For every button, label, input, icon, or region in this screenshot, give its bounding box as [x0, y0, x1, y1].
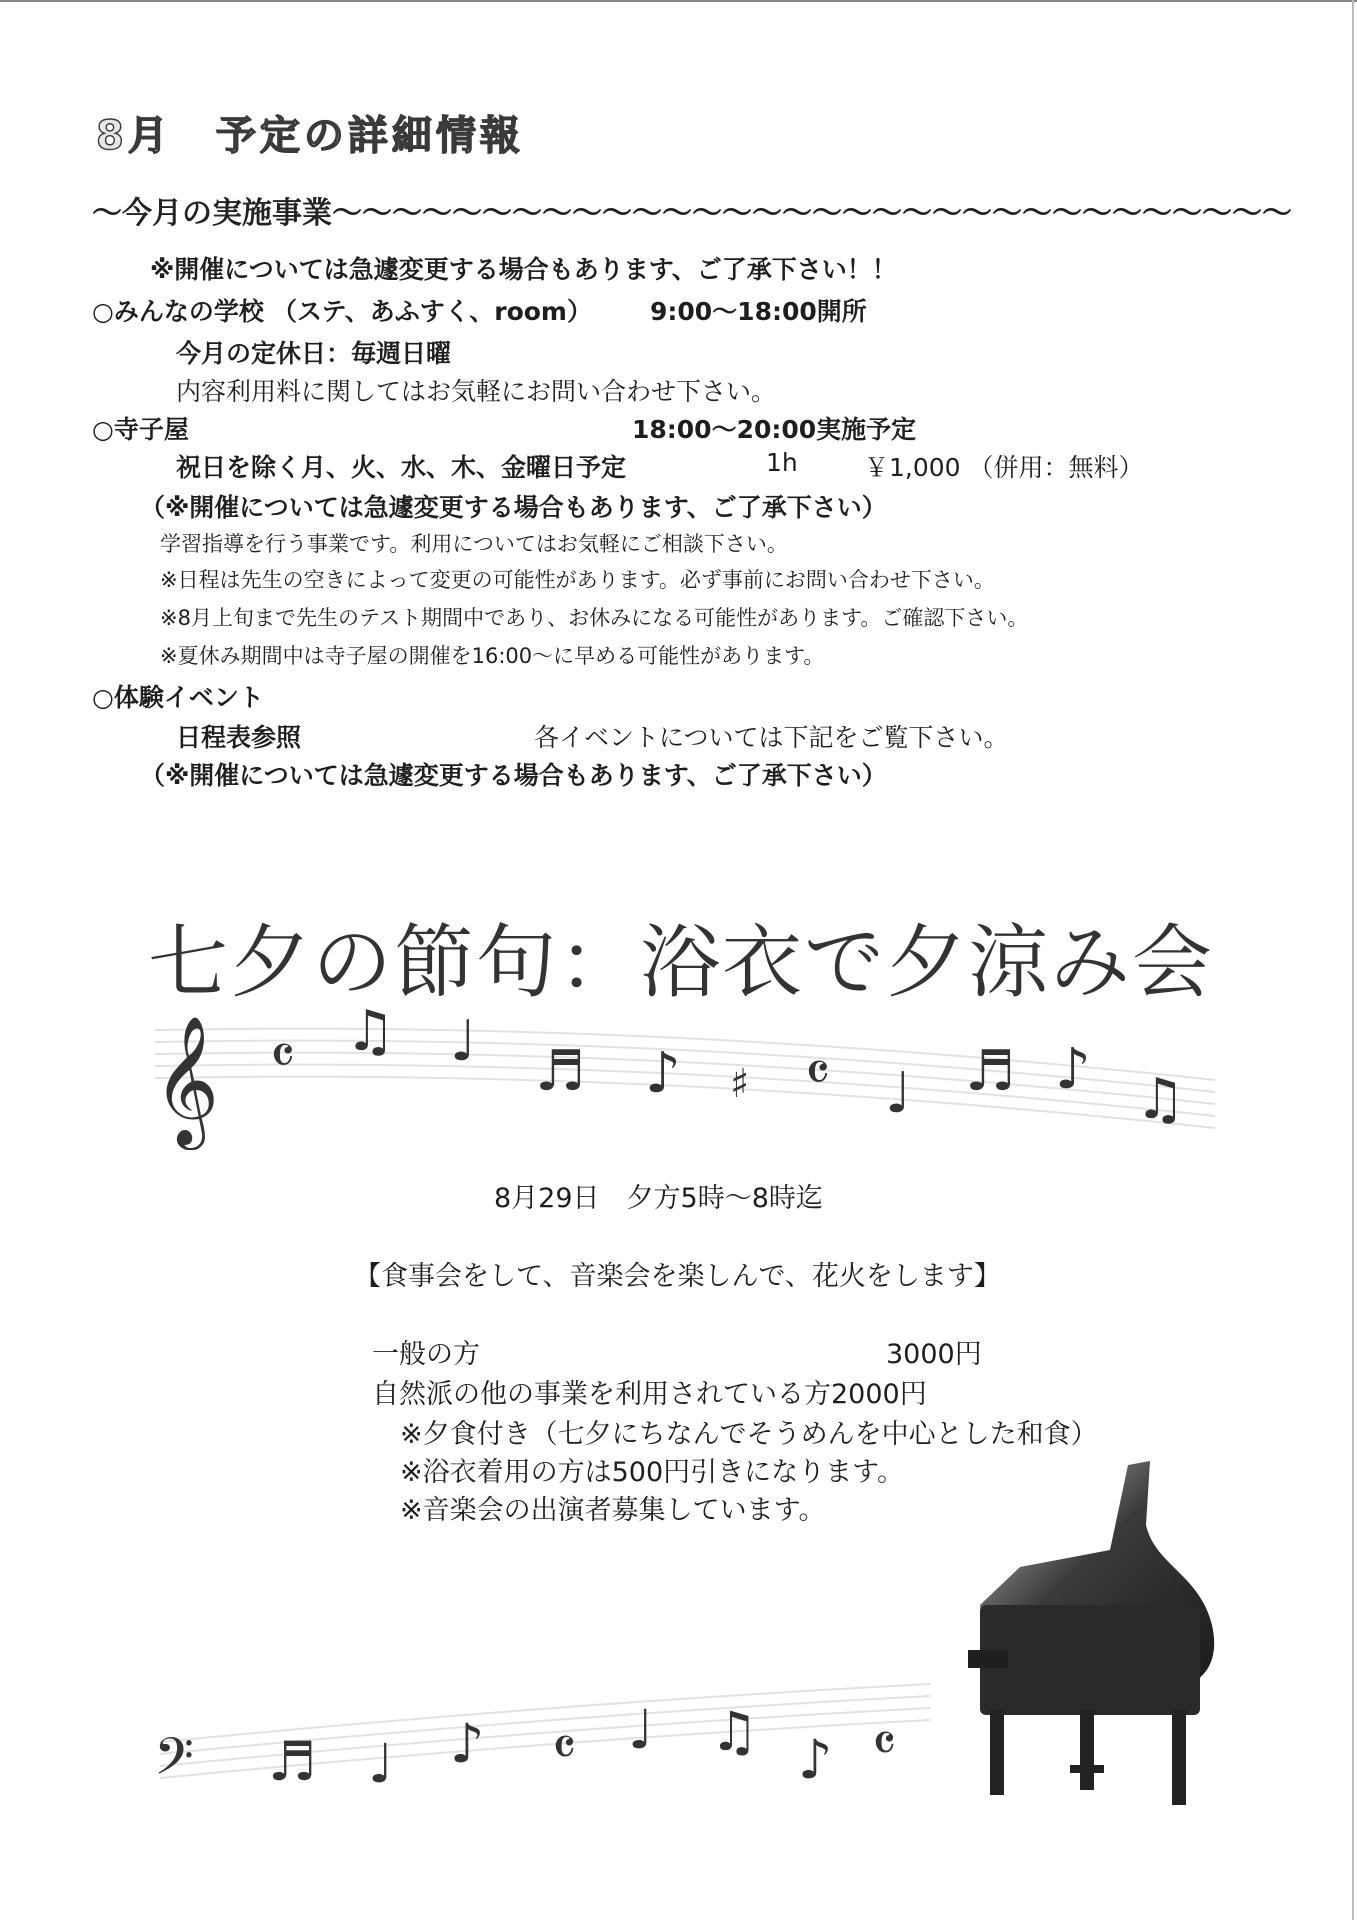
svg-text:𝄴: 𝄴 — [805, 1041, 831, 1106]
event-summary: 【食事会をして、音楽会を楽しんで、花火をします】 — [354, 1261, 1001, 1292]
svg-text:♩: ♩ — [885, 1061, 912, 1126]
svg-text:𝄴: 𝄴 — [270, 1024, 296, 1089]
svg-text:♯: ♯ — [730, 1061, 750, 1107]
svg-text:𝄴: 𝄴 — [552, 1716, 577, 1779]
svg-text:♫: ♫ — [1135, 1067, 1186, 1132]
music-staff-treble-icon — [95, 1000, 1230, 1150]
school-heading: ○みんなの学校 — [92, 297, 264, 326]
terakoya-heading: ○寺子屋 — [92, 415, 189, 444]
terakoya-note-4: ※夏休み期間中は寺子屋の開催を16:00～に早める可能性があります。 — [160, 644, 825, 668]
school-places: （ステ、あふすく、room） — [272, 297, 592, 326]
svg-text:♫: ♫ — [345, 1000, 396, 1064]
svg-text:♪: ♪ — [450, 1712, 485, 1775]
event-title: 七夕の節句：浴衣で夕涼み会 — [148, 916, 1214, 1009]
svg-text:♩: ♩ — [450, 1009, 477, 1074]
notice-top: ※開催については急遽変更する場合もあります、ご了承下さい！！ — [150, 255, 897, 284]
terakoya-note-1: 学習指導を行う事業です。利用についてはお気軽にご相談下さい。 — [160, 532, 788, 556]
school-holiday: 今月の定休日：毎週日曜 — [176, 339, 452, 368]
experience-schedule: 日程表参照 — [176, 723, 302, 752]
svg-text:♬: ♬ — [535, 1039, 586, 1104]
svg-text:𝄴: 𝄴 — [872, 1712, 897, 1775]
event-note-1: ※夕食付き（七夕にちなんでそうめんを中心とした和食） — [400, 1419, 1098, 1450]
svg-text:♫: ♫ — [710, 1700, 759, 1763]
experience-notice: （※開催については急遽変更する場合もあります、ご了承下さい） — [140, 761, 887, 790]
svg-text:♩: ♩ — [628, 1698, 654, 1761]
terakoya-note-2: ※日程は先生の空きによって変更の可能性があります。必ず事前にお問い合わせ下さい。 — [160, 568, 995, 592]
event-datetime: 8月29日 夕方5時～8時迄 — [494, 1183, 823, 1214]
terakoya-hours: 18:00～20:00実施予定 — [632, 415, 917, 444]
terakoya-notice: （※開催については急遽変更する場合もあります、ご了承下さい） — [140, 493, 887, 522]
svg-text:♪: ♪ — [798, 1728, 833, 1791]
experience-detail: 各イベントについては下記をご覧下さい。 — [534, 723, 1009, 752]
svg-text:𝄞: 𝄞 — [153, 1015, 220, 1145]
svg-text:♪: ♪ — [1055, 1037, 1091, 1102]
event-fee-general-label: 一般の方 — [372, 1339, 480, 1370]
section-subtitle: ～今月の実施事業～～～～～～～～～～～～～～～～～～～～～～～～～～～～～～～～ — [92, 196, 1292, 231]
event-note-2: ※浴衣着用の方は500円引きになります。 — [400, 1457, 904, 1488]
school-hours: 9:00～18:00開所 — [650, 297, 867, 326]
page-title: 8月 予定の詳細情報 — [96, 113, 524, 159]
svg-text:♩: ♩ — [368, 1732, 394, 1795]
svg-text:♬: ♬ — [965, 1039, 1016, 1104]
svg-text:♬: ♬ — [268, 1730, 317, 1793]
event-note-3: ※音楽会の出演者募集しています。 — [400, 1495, 826, 1526]
terakoya-note-3: ※8月上旬まで先生のテスト期間中であり、お休みになる可能性があります。ご確認下さい。 — [160, 606, 1029, 630]
scan-border-top — [0, 0, 1357, 2]
scan-border-right — [1352, 0, 1354, 1920]
terakoya-price: ￥1,000 （併用：無料） — [864, 453, 1144, 482]
grand-piano-icon — [950, 1455, 1240, 1810]
svg-text:♪: ♪ — [645, 1041, 681, 1106]
event-fee-general: 3000円 — [886, 1339, 982, 1370]
terakoya-days: 祝日を除く月、火、水、木、金曜日予定 — [176, 453, 627, 482]
svg-text:𝄢: 𝄢 — [154, 1726, 194, 1799]
terakoya-duration: 1h — [766, 448, 798, 477]
school-fee-note: 内容利用料に関してはお気軽にお問い合わせ下さい。 — [176, 377, 777, 406]
experience-heading: ○体験イベント — [92, 683, 264, 712]
music-staff-bass-icon — [150, 1680, 940, 1800]
event-fee-member: 自然派の他の事業を利用されている方2000円 — [372, 1379, 927, 1410]
